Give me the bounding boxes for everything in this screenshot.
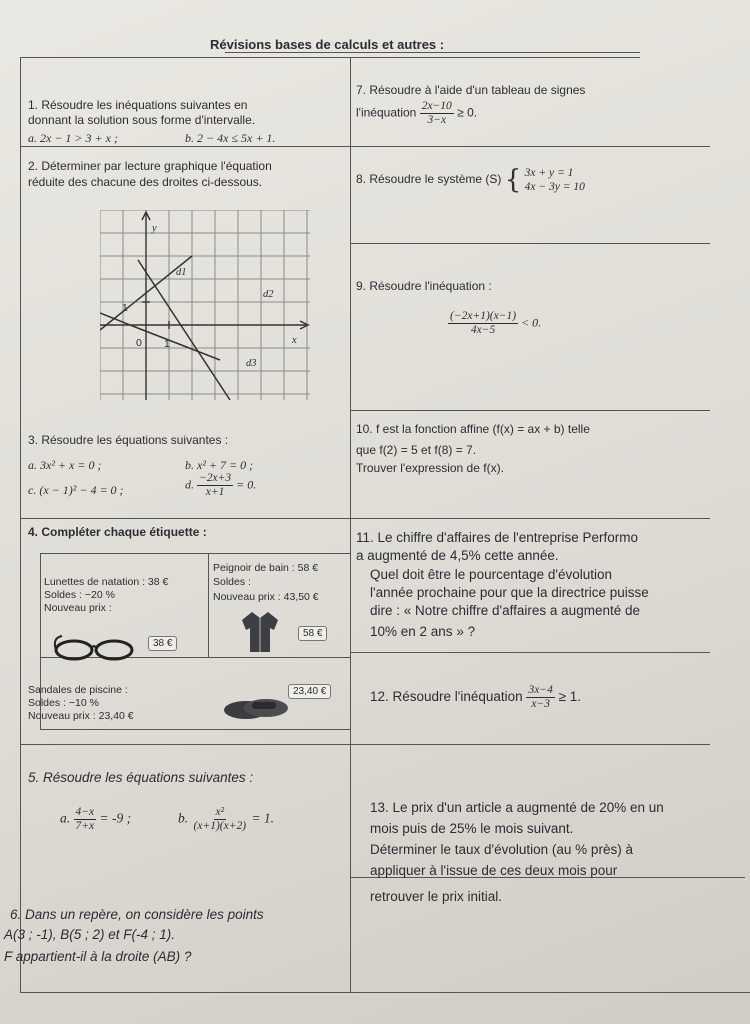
q5-b-suffix: = 1. <box>251 810 275 826</box>
q9-intro: 9. Résoudre l'inéquation : <box>356 279 492 293</box>
q6-line: A(3 ; -1), B(5 ; 2) et F(-4 ; 1). <box>4 927 176 942</box>
fraction-den: x+1 <box>205 486 225 498</box>
bathrobe-icon <box>240 610 280 654</box>
sandals-new-price: Nouveau prix : 23,40 € <box>28 710 134 722</box>
q13-line: appliquer à l'issue de ces deux mois pour <box>370 863 618 878</box>
divider <box>20 744 710 745</box>
q10-line: 10. f est la fonction affine (f(x) = ax + b) telle <box>356 422 590 436</box>
fraction-den: 3−x <box>427 114 447 126</box>
fraction-num: 4−x <box>75 806 95 818</box>
q5-a <box>60 806 131 833</box>
equation-1: 3x + y = 1 <box>524 167 574 179</box>
q5-intro: 5. Résoudre les équations suivantes : <box>28 770 254 785</box>
divider <box>20 57 640 58</box>
q11-line: l'année prochaine pour que la directrice puisse <box>370 585 649 600</box>
q9-suffix: < 0. <box>521 315 542 330</box>
divider <box>40 553 350 554</box>
q7-fraction <box>420 100 454 127</box>
line-d1 <box>138 260 230 400</box>
column-divider <box>350 57 351 992</box>
fraction-den: (x+1)(x+2) <box>193 820 247 832</box>
q11-line: 11. Le chiffre d'affaires de l'entreprise Performo <box>356 530 639 545</box>
q9-fraction <box>448 310 518 337</box>
fraction-num: 2x−10 <box>421 100 452 112</box>
q11-line: dire : « Notre chiffre d'affaires a augmenté de <box>370 603 640 618</box>
robe-tag: 58 € <box>298 626 327 641</box>
q10-line: que f(2) = 5 et f(8) = 7. <box>356 443 477 457</box>
robe-new-price: Nouveau prix : 43,50 € <box>213 591 319 603</box>
divider <box>20 992 750 993</box>
q12-fraction <box>526 684 554 711</box>
title-underline <box>225 52 640 53</box>
goggles-tag: 38 € <box>148 636 177 651</box>
q5-b <box>178 806 274 833</box>
fraction-num: x² <box>215 806 225 818</box>
q11-line: a augmenté de 4,5% cette année. <box>356 548 559 563</box>
origin-label: 0 <box>136 337 142 349</box>
q3-d-prefix: d. <box>185 477 194 492</box>
brace-icon: { <box>504 165 522 195</box>
sandals-price: Sandales de piscine : <box>28 684 128 696</box>
page-title: Révisions bases de calculs et autres : <box>210 37 445 52</box>
q3-intro: 3. Résoudre les équations suivantes : <box>28 433 229 447</box>
q13-line: mois puis de 25% le mois suivant. <box>370 821 574 836</box>
divider <box>40 729 350 730</box>
goggles-icon <box>52 630 142 666</box>
q5-b-prefix: b. <box>178 810 189 826</box>
q12-prefix: 12. Résoudre l'inéquation <box>370 689 523 705</box>
q3-b: b. x² + 7 = 0 ; <box>185 458 254 472</box>
sandals-icon <box>222 694 292 724</box>
equation-2: 4x − 3y = 10 <box>524 181 585 193</box>
q13-line: Déterminer le taux d'évolution (au % près) à <box>370 842 633 857</box>
q2-intro: réduite des chacune des droites ci-dessous. <box>28 175 263 189</box>
label-border <box>208 553 209 657</box>
robe-price: Peignoir de bain : 58 € <box>213 562 319 574</box>
d1-label: d1 <box>176 267 187 278</box>
axis-y-label: y <box>152 223 157 234</box>
q3-d-fraction <box>197 472 233 499</box>
q4-intro: 4. Compléter chaque étiquette : <box>28 525 207 539</box>
line-graph <box>100 210 310 400</box>
system-equations <box>525 166 585 194</box>
divider <box>350 652 710 653</box>
q3-d <box>185 472 256 499</box>
fraction-num: −2x+3 <box>199 472 232 484</box>
q6-line: 6. Dans un repère, on considère les points <box>10 907 264 922</box>
fraction-den: x−3 <box>531 698 550 710</box>
fraction-den: 4x−5 <box>470 324 496 336</box>
divider <box>350 243 710 244</box>
line-d3 <box>130 325 220 360</box>
q7-prefix: l'inéquation <box>356 105 417 120</box>
divider <box>350 410 710 411</box>
goggles-price: Lunettes de natation : 38 € <box>44 576 169 588</box>
q8-system <box>356 166 585 194</box>
fraction-num: (−2x+1)(x−1) <box>450 310 517 322</box>
q1-intro: 1. Résoudre les inéquations suivantes en <box>28 98 248 112</box>
q13-line: 13. Le prix d'un article a augmenté de 20% en un <box>370 800 664 815</box>
q5-b-fraction <box>192 806 249 833</box>
q1-intro: donnant la solution sous forme d'intervalle. <box>28 113 256 127</box>
q5-a-fraction <box>74 806 97 833</box>
d2-label: d2 <box>263 289 274 300</box>
axis-x-label: x <box>292 335 297 346</box>
q11-line: Quel doit être le pourcentage d'évolution <box>370 567 612 582</box>
robe-discount: Soldes : <box>213 576 251 588</box>
sandals-discount: Soldes : −10 % <box>28 697 99 709</box>
q6-line: F appartient-il à la droite (AB) ? <box>4 949 192 964</box>
q3-c: c. (x − 1)² − 4 = 0 ; <box>28 483 124 497</box>
q12-ineq <box>370 684 581 711</box>
q2-intro: 2. Déterminer par lecture graphique l'équation <box>28 159 272 173</box>
q12-suffix: ≥ 1. <box>558 689 582 705</box>
goggles-discount: Soldes : −20 % <box>44 589 115 601</box>
q3-a: a. 3x² + x = 0 ; <box>28 458 102 472</box>
q10-line: Trouver l'expression de f(x). <box>356 461 504 475</box>
left-border <box>20 57 21 992</box>
divider <box>20 518 710 519</box>
fraction-num: 3x−4 <box>528 684 553 696</box>
fraction-den: 7+x <box>75 820 95 832</box>
q7-ineq <box>356 100 477 127</box>
q7-line: 7. Résoudre à l'aide d'un tableau de signes <box>356 83 586 97</box>
q9-ineq <box>448 310 541 337</box>
q3-d-suffix: = 0. <box>236 477 257 492</box>
q8-prefix: 8. Résoudre le système (S) <box>356 172 502 187</box>
x-unit-label: 1 <box>164 338 170 350</box>
q7-suffix: ≥ 0. <box>457 105 478 120</box>
goggles-new-price: Nouveau prix : <box>44 602 112 614</box>
q13-line: retrouver le prix initial. <box>370 889 503 904</box>
q11-line: 10% en 2 ans » ? <box>370 624 476 639</box>
q5-a-suffix: = -9 ; <box>99 810 132 826</box>
y-unit-label: 1 <box>122 302 128 314</box>
q1-a: a. 2x − 1 > 3 + x ; <box>28 131 118 145</box>
divider <box>20 146 710 147</box>
q5-a-prefix: a. <box>60 810 71 826</box>
sandals-tag: 23,40 € <box>288 684 331 699</box>
d3-label: d3 <box>246 358 257 369</box>
q1-b: b. 2 − 4x ≤ 5x + 1. <box>185 131 276 145</box>
